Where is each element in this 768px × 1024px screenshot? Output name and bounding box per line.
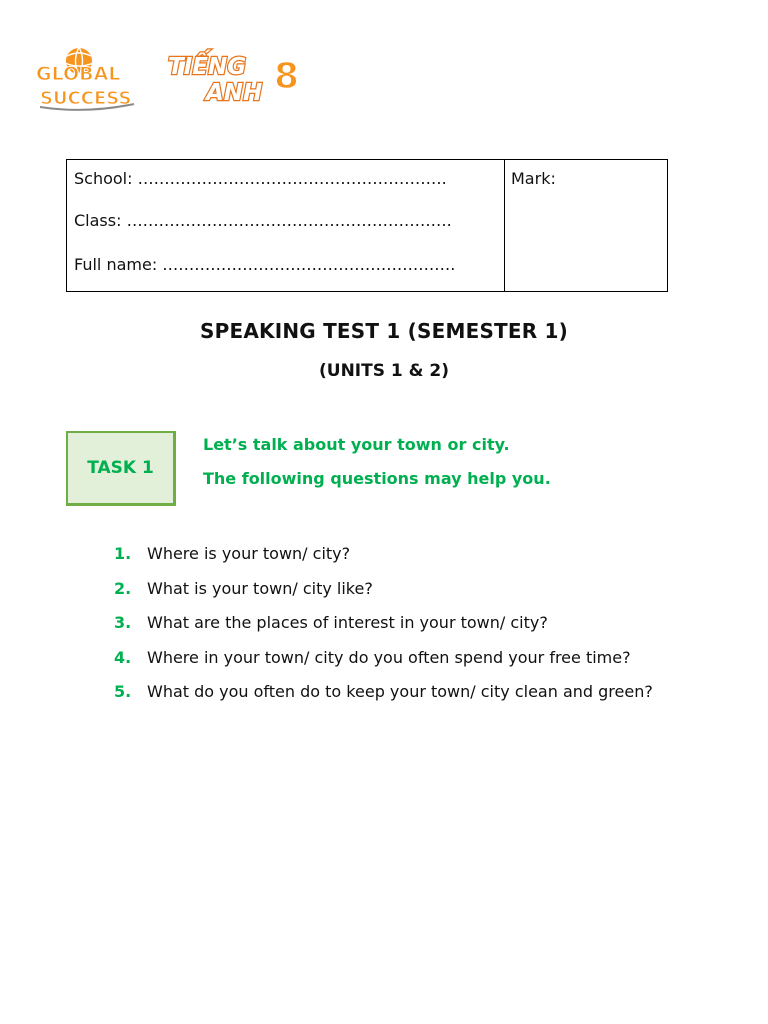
tieng-anh-8-logo-image [166, 44, 310, 106]
question-list [0, 542, 768, 715]
question-number: 4. [114, 647, 132, 667]
question-text: What are the places of interest in your town/ city? [147, 613, 548, 632]
question-text: What is your town/ city like? [147, 578, 373, 598]
logo-anh-text: ANH [206, 80, 263, 106]
question-text: Where is your town/ city? [147, 544, 351, 563]
tieng-anh-8-logo [166, 44, 310, 106]
student-info-table [66, 159, 668, 292]
question-item [0, 646, 768, 681]
mark-cell [505, 160, 667, 291]
question-number: 3. [114, 613, 132, 632]
question-item [0, 611, 768, 646]
logo-tieng-text: TIẾNG [168, 54, 247, 80]
global-success-logo [34, 44, 142, 112]
question-number: 5. [114, 682, 132, 701]
test-subtitle: (UNITS 1 & 2) [319, 361, 449, 381]
mark-label: Mark: [511, 169, 556, 188]
question-number: 1. [114, 544, 132, 563]
question-item [0, 680, 768, 715]
school-field[interactable]: School: …………………………………………………. [74, 169, 447, 188]
question-item [0, 542, 768, 577]
logo-success-text: SUCCESS [40, 88, 132, 109]
full-name-field[interactable]: Full name: ………………………………………………. [74, 255, 456, 274]
logo-global-text: GLOBAL [36, 63, 121, 85]
question-text: What do you often do to keep your town/ city clean and green? [147, 682, 653, 701]
task-label: TASK 1 [87, 458, 154, 478]
logo-grade-text: 8 [274, 56, 300, 97]
task-box [66, 431, 176, 506]
task-instruction-1: Let’s talk about your town or city. [203, 435, 510, 454]
class-field[interactable]: Class: ……………………………………………………. [74, 211, 452, 230]
question-number: 2. [114, 578, 132, 598]
student-info-cell [67, 160, 505, 291]
global-success-logo-image [34, 44, 142, 112]
question-text: Where in your town/ city do you often spend your free time? [147, 647, 631, 667]
task-instruction-2: The following questions may help you. [203, 469, 551, 488]
test-title: SPEAKING TEST 1 (SEMESTER 1) [200, 319, 568, 343]
question-item [0, 577, 768, 612]
